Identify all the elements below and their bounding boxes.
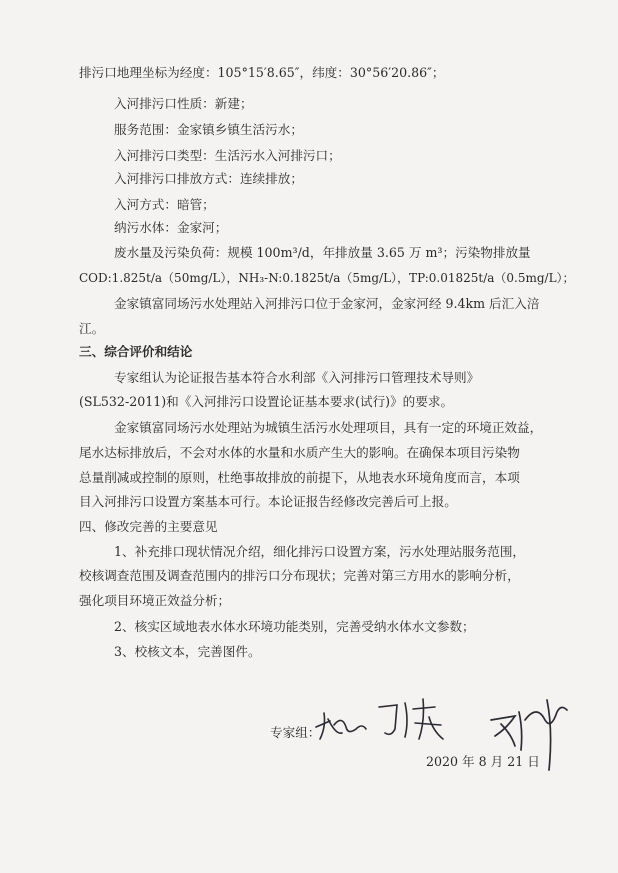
coordinates-line: 排污口地理坐标为经度：105°15′8.65″，纬度：30°56′20.86″； [79, 65, 445, 80]
conclusion-line-1: 专家组认为论证报告基本符合水利部《入河排污口管理技术导则》 [114, 370, 480, 385]
outlet-location-line: 金家镇富同场污水处理站入河排污口位于金家河，金家河经 9.4km 后汇入涪 [114, 296, 540, 311]
suggestion-1-line-2: 校核调查范围及调查范围内的排污口分布现状；完善对第三方用水的影响分析， [79, 568, 520, 583]
pollutant-amounts-line: COD:1.825t/a（50mg/L），NH₃-N:0.1825t/a（5mg/L），TP:0.01825t/a（0.5mg/L）； [79, 271, 575, 285]
suggestion-1-line-1: 1、补充排口现状情况介绍，细化排污口设置方案，污水处理站服务范围， [114, 544, 526, 559]
suggestion-2: 2、核实区域地表水体水环境功能类别，完善受纳水体水文参数； [114, 619, 475, 634]
suggestion-1-line-3: 强化项目环境正效益分析； [79, 593, 231, 608]
service-scope-line: 服务范围：金家镇乡镇生活污水； [114, 122, 303, 137]
outlet-type-line: 入河排污口类型：生活污水入河排污口； [114, 148, 341, 163]
section-heading-4: 四、修改完善的主要意见 [79, 519, 218, 534]
evaluation-line-2: 尾水达标排放后，不会对水体的水量和水质产生大的影响。在确保本项目污染物 [79, 445, 520, 460]
entry-method-line: 入河方式：暗管； [114, 197, 215, 212]
outlet-nature-line: 入河排污口性质：新建； [114, 96, 253, 111]
discharge-mode-line: 入河排污口排放方式：连续排放； [114, 171, 303, 186]
section-heading-3: 三、综合评价和结论 [79, 344, 193, 359]
suggestion-3: 3、校核文本，完善图件。 [114, 644, 261, 659]
evaluation-line-1: 金家镇富同场污水处理站为城镇生活污水处理项目，具有一定的环境正效益， [114, 420, 543, 435]
outlet-location-line-end: 江。 [79, 321, 105, 336]
signature-2 [375, 695, 450, 745]
evaluation-line-3: 总量削减或控制的原则，杜绝事故排放的前提下，从地表水环境角度而言，本项 [79, 470, 520, 485]
conclusion-line-2: (SL532-2011)和《入河排污口设置论证基本要求(试行)》的要求。 [79, 394, 454, 409]
signing-date: 2020 年 8 月 21 日 [426, 754, 540, 769]
signature-1 [312, 705, 372, 745]
expert-group-label: 专家组： [270, 725, 321, 740]
evaluation-line-4: 目入河排污口设置方案基本可行。本论证报告经修改完善后可上报。 [79, 494, 457, 509]
receiving-water-line: 纳污水体：金家河； [114, 220, 228, 235]
pollution-load-line: 废水量及污染负荷：规模 100m³/d，年排放量 3.65 万 m³；污染物排放量 [114, 245, 531, 260]
